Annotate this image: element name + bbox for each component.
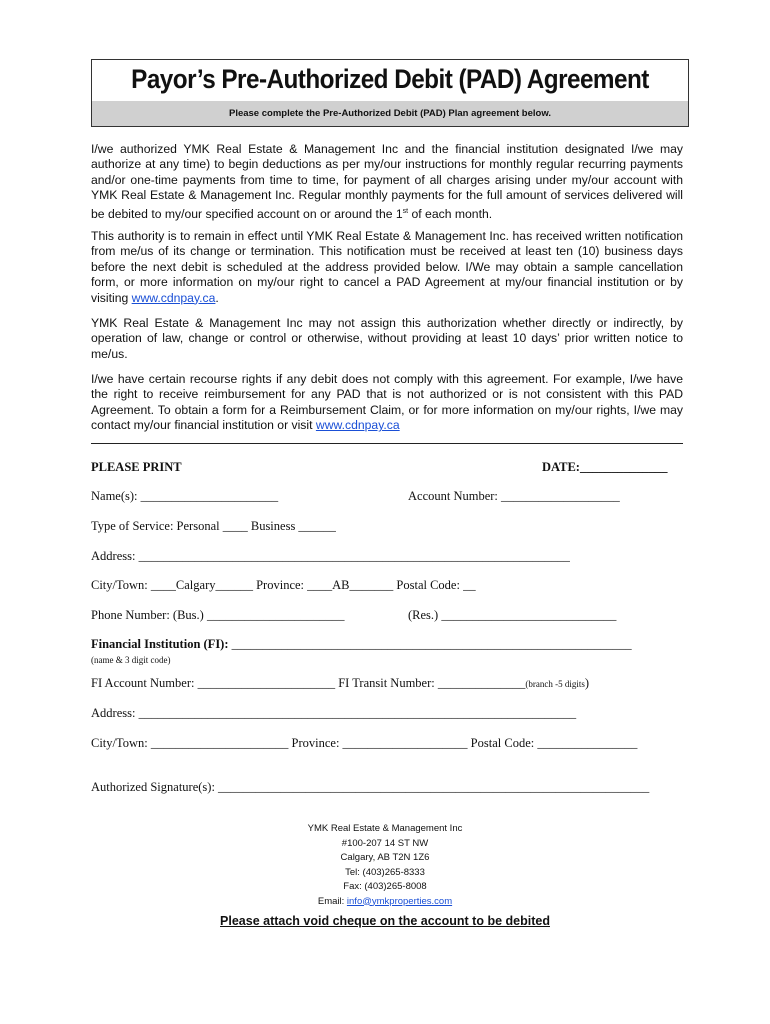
fi-transit-note: (branch -5 digits — [525, 679, 585, 689]
footer-email-label: Email: — [317, 895, 347, 907]
city-province-postal-row-2[interactable]: City/Town: ______________________ Province: ____________________ Postal Code: ________________ — [91, 736, 638, 750]
paragraph-effect-text: This authority is to remain in effect until YMK Real Estate & Management Inc. has received written notification from me/us of its change or termination. This notification must be received at least ten (10) business days before the next debit is scheduled at the address provided below. I/We may obtain a sample cancellation form, or more information on my/our right to cancel a PAD Agreement at my/our financial institution or by visiting — [91, 229, 683, 305]
paragraph-effect — [91, 229, 683, 306]
attach-cheque-note: Please attach void cheque on the account to be debited — [220, 914, 550, 928]
footer-email-link[interactable]: info@ymkproperties.com — [346, 895, 453, 907]
fi-label: Financial Institution (FI): — [91, 637, 232, 651]
signature-field[interactable]: Authorized Signature(s): _____________________________________________________________________ — [91, 780, 650, 794]
fi-transit-paren: ) — [584, 676, 590, 690]
province-field[interactable]: ____AB_______ — [307, 578, 394, 592]
divider — [91, 443, 683, 444]
province-label: Province: — [252, 578, 308, 592]
fi-account-field[interactable]: FI Account Number: ______________________ FI Transit Number: ______________ — [91, 676, 526, 690]
please-print-label: PLEASE PRINT — [91, 460, 182, 474]
date-field[interactable]: DATE:______________ — [542, 460, 668, 474]
superscript: st — [402, 207, 409, 215]
footer-company: YMK Real Estate & Management Inc — [307, 823, 463, 834]
fi-account-transit-row[interactable] — [91, 676, 589, 691]
paragraph-recourse — [91, 372, 683, 434]
financial-institution-field[interactable] — [91, 637, 632, 652]
paragraph-authorization-text: I/we authorized YMK Real Estate & Management Inc and the financial institution designated I/we may authorize at any time) to begin deductions as per my/our instructions for monthly regular recurring payments and/or one-time payments from time to time, for payment of all charges arising under my/our account with YMK Real Estate & Management Inc. Regular monthly payments for the full amount of services delivered will be debited to my/our specified account on or around the 1 — [91, 142, 683, 221]
postal-code-field[interactable]: Postal Code: __ — [393, 578, 476, 592]
footer-contact — [0, 822, 770, 909]
account-number-field[interactable]: Account Number: ___________________ — [408, 489, 620, 503]
fi-note: (name & 3 digit code) — [91, 655, 171, 665]
city-field[interactable]: ____Calgary______ — [150, 578, 253, 592]
names-field[interactable]: Name(s): ______________________ — [91, 489, 279, 503]
type-of-service-field[interactable]: Type of Service: Personal ____ Business ______ — [91, 519, 336, 533]
paragraph-recourse-text: I/we have certain recourse rights if any debit does not comply with this agreement. For example, I/we have the right to receive reimbursement for any PAD that is not authorized or is not consistent with this PAD Agreement. To obtain a form for a Reimbursement Claim, or for more information on my/our rights, I/we may contact my/our financial institution or visit — [91, 372, 683, 433]
page-title: Payor’s Pre-Authorized Debit (PAD) Agreement — [131, 64, 649, 94]
address-field[interactable]: Address: _____________________________________________________________________ — [91, 549, 570, 563]
paragraph-assign: YMK Real Estate & Management Inc may not assign this authorization whether directly or indirectly, by operation of law, change or control or otherwise, without providing at least 10 days’ prior written notice to me/us. — [91, 316, 683, 361]
cdnpay-link[interactable]: www.cdnpay.ca — [131, 290, 216, 305]
footer-street: #100-207 14 ST NW — [341, 837, 429, 849]
footer-city: Calgary, AB T2N 1Z6 — [340, 852, 430, 863]
cdnpay-link-2[interactable]: www.cdnpay.ca — [315, 418, 400, 433]
paragraph-authorization-end: of each month. — [408, 206, 493, 221]
paragraph-effect-end: . — [215, 290, 219, 305]
city-label: City/Town: — [91, 578, 151, 592]
address-field-2[interactable]: Address: ______________________________________________________________________ — [91, 706, 577, 720]
paragraph-authorization — [91, 142, 683, 222]
phone-res-field[interactable]: (Res.) ____________________________ — [408, 608, 617, 622]
title-box — [91, 59, 689, 127]
city-province-postal-row — [91, 578, 476, 593]
footer-fax: Fax: (403)265-8008 — [343, 881, 427, 892]
subtitle-bar: Please complete the Pre-Authorized Debit (PAD) Plan agreement below. — [92, 101, 688, 126]
fi-line[interactable]: ________________________________________________________________ — [231, 637, 632, 651]
phone-bus-field[interactable]: Phone Number: (Bus.) ______________________ — [91, 608, 345, 622]
footer-tel: Tel: (403)265-8333 — [345, 866, 425, 878]
footer-email-row — [0, 895, 770, 910]
